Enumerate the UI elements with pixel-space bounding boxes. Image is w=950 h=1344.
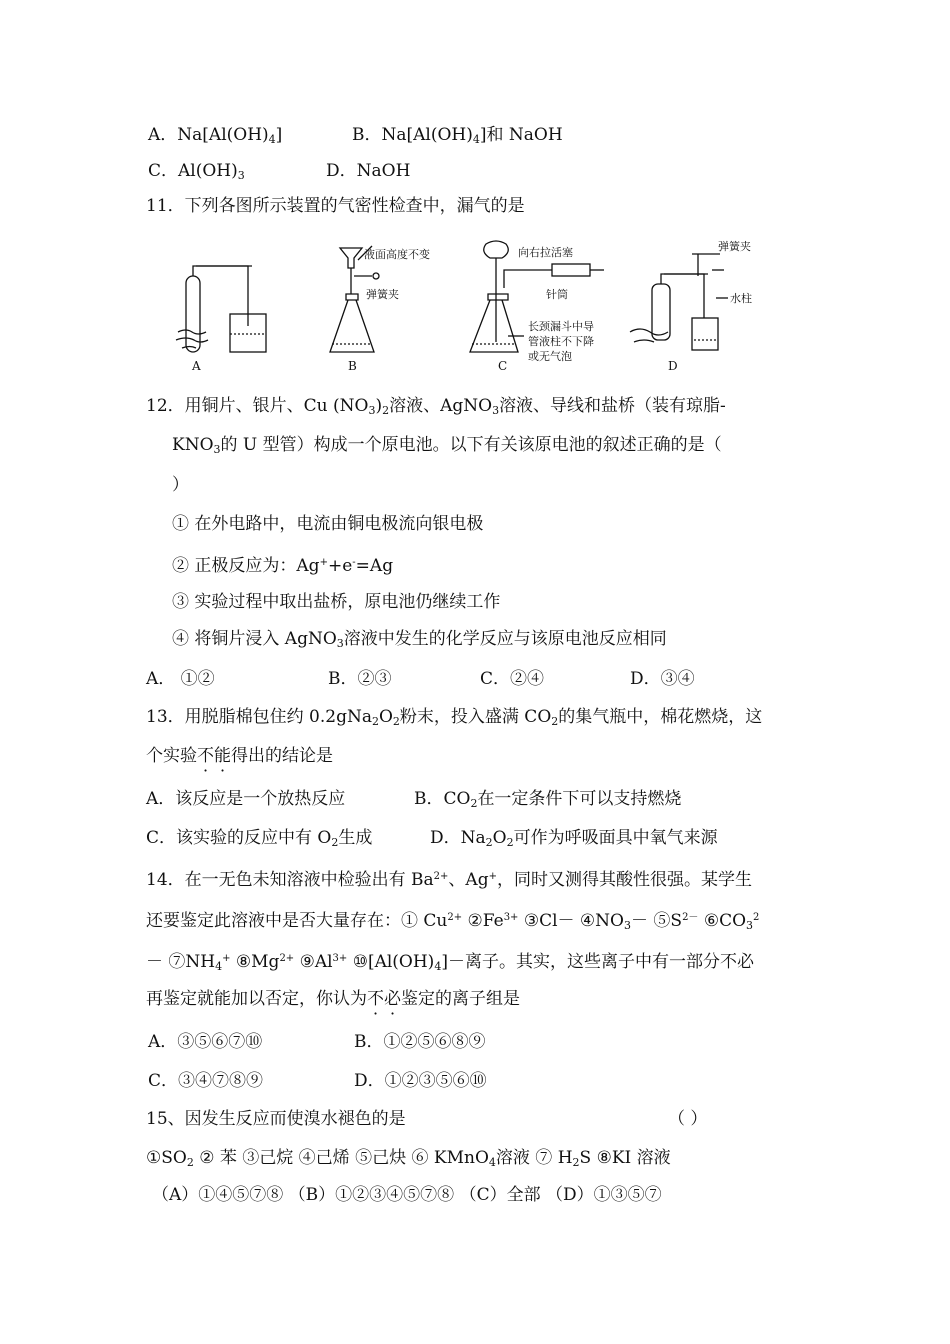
superscript: + [488, 871, 497, 882]
q12-statement-2 [172, 552, 393, 577]
subscript: 3 [746, 919, 754, 932]
d-note-clip: 弹簧夹 [718, 240, 751, 253]
q12-stem-line2 [172, 434, 722, 461]
text: 再鉴定就能加以否定，你认为 [146, 989, 367, 1009]
emphasis-dot-text: 必 [384, 989, 401, 1009]
q15-stem: 15、因发生反应而使溴水褪色的是 [146, 1109, 406, 1129]
text: ，同时又测得其酸性很强。某学生 [496, 870, 752, 890]
c-note-2: 管液柱不下降 [528, 335, 594, 348]
q15-items [146, 1147, 671, 1174]
text: D．Na [430, 828, 486, 848]
subscript: 3 [336, 637, 344, 650]
formula-text: Na[Al(OH) [381, 125, 473, 145]
q13-option-d [430, 827, 718, 854]
text: 14．在一无色未知溶液中检验出有 Ba [146, 870, 434, 890]
subscript: 2 [186, 1156, 194, 1169]
text: 可作为呼吸面具中氧气来源 [513, 828, 718, 848]
text: 13．用脱脂棉包住约 0.2gNa [146, 707, 372, 727]
text: O [378, 707, 393, 727]
c-note-3: 或无气泡 [528, 350, 572, 363]
q12-statement-4 [172, 628, 667, 655]
subscript: 3 [213, 443, 221, 456]
text: ) [375, 396, 383, 416]
q14-option-a: A．③⑤⑥⑦⑩ [148, 1032, 263, 1052]
subscript: 2 [551, 715, 559, 728]
q14-option-c: C．③④⑦⑧⑨ [148, 1071, 264, 1091]
text: ② 苯 ③己烷 ④己烯 ⑤己炔 ⑥ KMnO [193, 1148, 489, 1168]
formula-text: Na[Al(OH) [177, 125, 269, 145]
q12-option-c: C．②④ [480, 669, 545, 689]
text: － ⑤S [631, 911, 683, 931]
text: +e [327, 556, 353, 576]
text: ①SO [146, 1148, 187, 1168]
q12-stem-line1 [146, 395, 726, 422]
text: =Ag [355, 556, 394, 576]
q14-stem-line1 [146, 866, 752, 891]
option-label: D． [326, 161, 357, 181]
subscript: 2 [382, 404, 390, 417]
subscript: 2 [572, 1156, 580, 1169]
subscript: 4 [268, 133, 276, 146]
q14-option-d: D．①②③⑤⑥⑩ [354, 1071, 487, 1091]
subscript: 2 [506, 836, 514, 849]
text: ]－离子。其实，这些离子中有一部分不必 [441, 952, 754, 972]
subscript: 2 [331, 836, 339, 849]
superscript: 2+ [447, 912, 463, 923]
text: O [492, 828, 507, 848]
d-note-water: 水柱 [730, 292, 752, 305]
label-c: C [498, 359, 508, 373]
superscript: 2+ [433, 871, 449, 882]
text: ⑨Al [294, 952, 333, 972]
label-d: D [668, 359, 678, 373]
subscript: 3 [624, 919, 631, 932]
text: 的 U 型管）构成一个原电池。以下有关该原电池的叙述正确的是（ [220, 435, 722, 455]
subscript: 2 [485, 836, 493, 849]
subscript: 2 [371, 715, 379, 728]
apparatus-a [176, 266, 266, 352]
text: 粉末，投入盛满 CO [399, 707, 552, 727]
q10-option-a [148, 124, 282, 151]
text: 溶液 ⑦ H [495, 1148, 573, 1168]
subscript: 3 [237, 169, 245, 182]
text: KNO [172, 435, 214, 455]
text: 在一定条件下可以支持燃烧 [477, 789, 682, 809]
text: ② 正极反应为：Ag [172, 556, 320, 576]
text: 个实验 [146, 746, 197, 766]
formula-text: NaOH [356, 161, 411, 181]
text: － ⑦NH [146, 952, 216, 972]
text: C．该实验的反应中有 O [146, 828, 332, 848]
q14-stem-line4 [146, 988, 520, 1010]
q11-apparatus-figure [168, 236, 780, 376]
text: 溶液、导线和盐桥（装有琼脂- [499, 396, 726, 416]
option-label: C． [148, 161, 179, 181]
subscript: 4 [488, 1156, 496, 1169]
q15-options: （A）①④⑤⑦⑧ （B）①②③④⑤⑦⑧ （C）全部 （D）①③⑤⑦ [152, 1185, 662, 1205]
text: － ④NO [557, 911, 624, 931]
text: ⑥CO [698, 911, 747, 931]
b-note-clip: 弹簧夹 [366, 288, 399, 301]
text: 12．用铜片、银片、Cu (NO [146, 396, 369, 416]
text: 、Ag [448, 870, 489, 890]
q13-option-a: A．该反应是一个放热反应 [146, 789, 346, 809]
q13-stem-line1 [146, 706, 762, 733]
superscript: 2+ [279, 953, 295, 964]
q12-option-b: B．②③ [328, 669, 392, 689]
text: ④ 将铜片浸入 AgNO [172, 629, 337, 649]
superscript: 3+ [332, 953, 348, 964]
q12-statement-3: ③ 实验过程中取出盐桥，原电池仍继续工作 [172, 592, 501, 612]
apparatus-diagram [168, 236, 780, 376]
c-note-syringe: 针筒 [546, 288, 568, 301]
q12-stem-line3: ） [172, 475, 189, 495]
subscript: 2 [470, 797, 478, 810]
q13-stem-line2 [146, 745, 333, 767]
b-note-level: 液面高度不变 [364, 248, 430, 261]
formula-text: ] [275, 125, 283, 145]
text: ②Fe [462, 911, 504, 931]
text: ⑧Mg [230, 952, 280, 972]
q10-option-d [326, 160, 410, 182]
q13-option-b [414, 788, 681, 815]
subscript: 2 [392, 715, 400, 728]
formula-text: ]和 NaOH [479, 125, 563, 145]
text: 生成 [338, 828, 373, 848]
superscript: + [222, 953, 231, 964]
text: ③Cl [518, 911, 558, 931]
q10-option-b [352, 124, 563, 151]
q12-statement-1: ① 在外电路中，电流由铜电极流向银电极 [172, 514, 484, 534]
text: 的集气瓶中，棉花燃烧，这 [558, 707, 763, 727]
text: 得出的结论是 [231, 746, 333, 766]
option-label: B． [352, 125, 382, 145]
q13-option-c [146, 827, 372, 854]
superscript: 3+ [503, 912, 519, 923]
option-label: A． [148, 125, 178, 145]
subscript: 3 [368, 404, 376, 417]
text: ⑩[Al(OH) [347, 952, 435, 972]
label-b: B [348, 359, 357, 373]
emphasis-dot-text: 不 [367, 989, 384, 1009]
q10-option-c [148, 160, 245, 187]
text: B．CO [414, 789, 471, 809]
text: 溶液、AgNO [389, 396, 493, 416]
q14-stem-line2 [146, 907, 759, 937]
subscript: 3 [492, 404, 500, 417]
superscript: - [352, 557, 356, 568]
c-note-pull: 向右拉活塞 [518, 246, 573, 259]
superscript: 2－ [682, 912, 699, 923]
q11-stem: 11．下列各图所示装置的气密性检查中，漏气的是 [146, 196, 525, 216]
text: 还要鉴定此溶液中是否大量存在：① Cu [146, 911, 448, 931]
label-a: A [192, 359, 201, 373]
q12-option-d: D．③④ [630, 669, 695, 689]
subscript: 4 [472, 133, 480, 146]
subscript: 4 [434, 960, 442, 973]
superscript: 2 [753, 912, 760, 923]
q14-stem-line3 [146, 948, 754, 978]
c-note-1: 长颈漏斗中导 [528, 320, 594, 333]
formula-text: Al(OH) [178, 161, 238, 181]
text: 鉴定的离子组是 [401, 989, 520, 1009]
superscript: + [319, 557, 328, 568]
subscript: 4 [215, 960, 223, 973]
emphasis-dot-text: 不 [197, 746, 214, 766]
q14-option-b: B．①②⑤⑥⑧⑨ [354, 1032, 486, 1052]
q12-option-a: A． ①② [146, 669, 215, 689]
emphasis-dot-text: 能 [214, 746, 231, 766]
q15-answer-paren: （ ） [668, 1109, 708, 1129]
apparatus-d [630, 254, 728, 350]
text: 溶液中发生的化学反应与该原电池反应相同 [343, 629, 667, 649]
text: S ⑧KI 溶液 [579, 1148, 671, 1168]
